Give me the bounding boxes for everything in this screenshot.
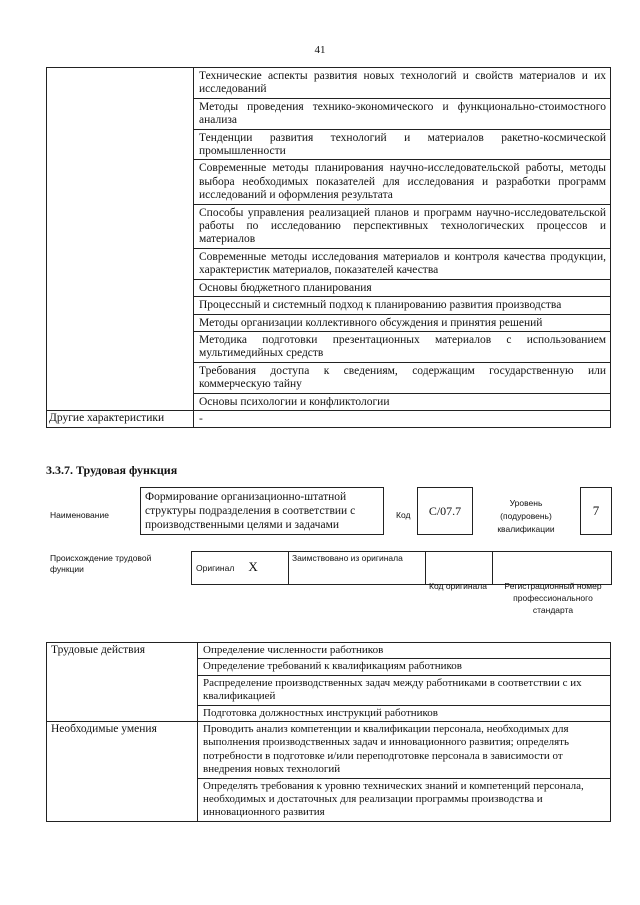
original-cell <box>192 552 289 585</box>
labor-actions-label: Трудовые действия <box>47 643 198 722</box>
table-row: Современные методы планирования научно-исследовательской работы, методы выбора необходимых показателей для исследования и разработки программ исследований и оформления результата <box>194 160 611 204</box>
qualification-level: 7 <box>580 487 612 535</box>
page-number: 41 <box>314 44 326 56</box>
table-row: Тенденции развития технологий и материалов ракетно-космической промышленности <box>194 129 611 160</box>
table-row: Распределение производственных задач между работниками в соответствии с их квалификацией <box>198 675 611 705</box>
table-row: Определение требований к квалификациям работников <box>198 659 611 675</box>
original-code-caption: Код оригинала <box>429 581 487 591</box>
original-mark: X <box>248 559 258 574</box>
table-row: Методы проведения технико-экономического и функционально-стоимостного анализа <box>194 98 611 129</box>
actions-skills-table <box>46 642 611 822</box>
borrowed-label: Заимствовано из оригинала <box>289 552 426 585</box>
table-row: Определение численности работников <box>198 643 611 659</box>
table-row: Технические аспекты развития новых технологий и свойств материалов и их исследований <box>194 68 611 99</box>
table-row: Способы управления реализацией планов и программ научно-исследовательской работы по исследованию перспективных технологических процессов и материалов <box>194 204 611 248</box>
registration-number-caption: Регистрационный номер профессионального стандарта <box>504 581 602 615</box>
origin-label-text: Происхождение трудовой функции <box>50 553 152 574</box>
table-row: Методы организации коллективного обсуждения и принятия решений <box>194 314 611 331</box>
section-title: 3.3.7. Трудовая функция <box>46 463 178 477</box>
table-row: Основы психологии и конфликтологии <box>194 393 611 410</box>
table-row: Процессный и системный подход к планированию развития производства <box>194 297 611 314</box>
table-row: Проводить анализ компетенции и квалификации персонала, необходимых для выполнения производственных задач и инновационного развития; определять потребности в подготовке и/или переподготовке персонала в зависимости от внедрения новых технологий <box>198 722 611 779</box>
label-cell-empty <box>47 68 194 411</box>
table-row: Определять требования к уровню технических знаний и компетенций персонала, необходимых и достаточных для реализации программы производства и инновационного развития <box>198 778 611 821</box>
function-name: Формирование организационно-штатной структуры подразделения в соответствии с производственными целями и задачами <box>140 487 384 535</box>
other-characteristics-label: Другие характеристики <box>47 410 194 427</box>
table-row: Основы бюджетного планирования <box>194 279 611 296</box>
function-code: С/07.7 <box>417 487 473 535</box>
table-row: Требования доступа к сведениям, содержащим государственную или коммерческую тайну <box>194 362 611 393</box>
table-row: Современные методы исследования материалов и контроля качества продукции, характеристик материалов, показателей качества <box>194 248 611 279</box>
level-label: Уровень (подуровень) квалификации <box>497 498 555 534</box>
origin-label <box>50 553 180 575</box>
required-skills-label: Необходимые умения <box>47 722 198 822</box>
other-characteristics-value: - <box>194 410 611 427</box>
table-row: Методика подготовки презентационных материалов с использованием мультимедийных средств <box>194 331 611 362</box>
code-label: Код <box>396 510 411 520</box>
knowledge-table <box>46 67 611 428</box>
original-label: Оригинал <box>196 563 235 573</box>
name-label: Наименование <box>50 510 109 520</box>
table-row: Подготовка должностных инструкций работников <box>198 705 611 721</box>
